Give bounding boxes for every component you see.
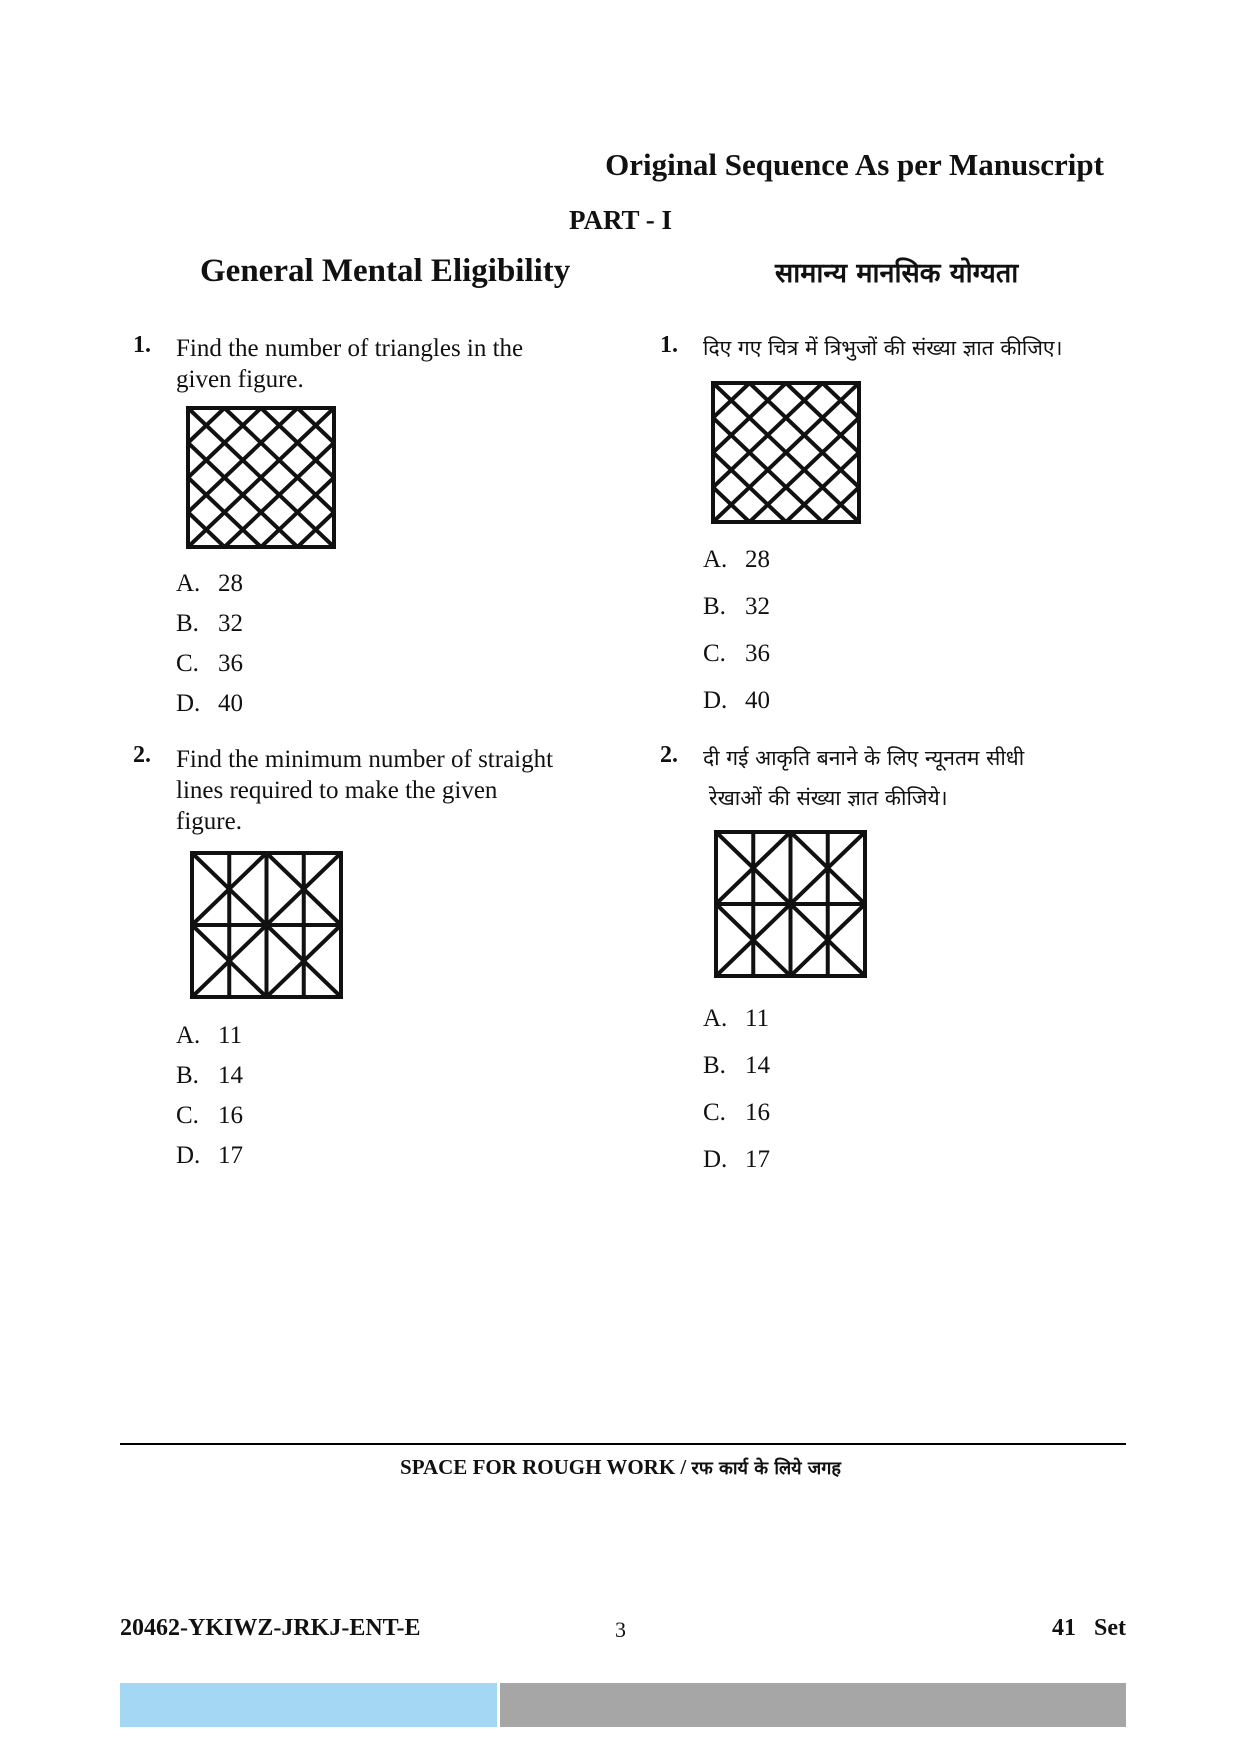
option-label: A.	[703, 1005, 728, 1032]
option-value: 36	[745, 640, 770, 667]
option-b[interactable]	[176, 1062, 243, 1102]
question-text-line: रेखाओं की संख्या ज्ञात कीजिये।	[709, 786, 948, 810]
question-text	[176, 744, 553, 837]
option-b[interactable]	[703, 593, 770, 640]
question-number: 2.	[660, 742, 678, 768]
question-number: 2.	[133, 742, 151, 768]
option-value: 14	[218, 1062, 243, 1089]
set-label: 41 Set	[1052, 1615, 1126, 1641]
option-value: 17	[745, 1146, 770, 1173]
option-c[interactable]	[176, 1102, 243, 1142]
options-list	[176, 1022, 243, 1182]
option-d[interactable]	[703, 1146, 770, 1193]
diamond-grid-figure	[186, 406, 336, 549]
option-value: 14	[745, 1052, 770, 1079]
option-value: 40	[745, 687, 770, 714]
option-label: D.	[176, 1142, 201, 1169]
footer-bar-grey	[500, 1683, 1126, 1727]
question-text-line: दी गई आकृति बनाने के लिए न्यूनतम सीधी	[703, 746, 1025, 770]
option-label: D.	[176, 690, 201, 717]
document-title: Original Sequence As per Manuscript	[605, 147, 1104, 182]
option-label: D.	[703, 1146, 728, 1173]
option-label: B.	[703, 593, 726, 620]
option-label: B.	[176, 610, 199, 637]
option-label: A.	[176, 1022, 201, 1049]
question-number: 1.	[660, 332, 678, 358]
option-a[interactable]	[703, 546, 770, 593]
section-title-en: General Mental Eligibility	[200, 253, 571, 289]
option-value: 36	[218, 650, 243, 677]
option-value: 16	[218, 1102, 243, 1129]
option-label: B.	[703, 1052, 726, 1079]
option-label: C.	[176, 650, 199, 677]
star-grid-figure	[714, 830, 867, 978]
option-value: 16	[745, 1099, 770, 1126]
option-d[interactable]	[176, 690, 243, 730]
options-list	[176, 570, 243, 730]
option-a[interactable]	[176, 1022, 243, 1062]
option-label: C.	[703, 1099, 726, 1126]
paper-code: 20462-YKIWZ-JRKJ-ENT-E	[120, 1615, 421, 1641]
option-b[interactable]	[176, 610, 243, 650]
option-c[interactable]	[176, 650, 243, 690]
star-grid-figure	[190, 851, 343, 999]
option-label: A.	[176, 570, 201, 597]
question-number: 1.	[133, 332, 151, 358]
option-value: 40	[218, 690, 243, 717]
question-text-line: Find the minimum number of straight	[176, 746, 554, 773]
option-d[interactable]	[703, 687, 770, 734]
option-value: 32	[218, 610, 243, 637]
option-value: 32	[745, 593, 770, 620]
question-text-line: given figure.	[176, 366, 304, 393]
section-title-hi: सामान्य मानसिक योग्यता	[775, 258, 1019, 289]
option-label: C.	[176, 1102, 199, 1129]
option-c[interactable]	[703, 1099, 770, 1146]
option-label: D.	[703, 687, 728, 714]
option-b[interactable]	[703, 1052, 770, 1099]
rough-work-label-en: SPACE FOR ROUGH WORK /	[400, 1455, 692, 1479]
part-heading: PART - I	[568, 205, 673, 235]
rough-work-label	[0, 1455, 1241, 1480]
question-text-line: Find the number of triangles in the	[176, 335, 524, 362]
question-text	[703, 738, 1024, 818]
diamond-grid-figure	[711, 381, 861, 524]
options-list	[703, 546, 770, 734]
option-value: 17	[218, 1142, 243, 1169]
page-number: 3	[615, 1617, 626, 1642]
question-text-line: दिए गए चित्र में त्रिभुजों की संख्या ज्ञात कीजिए।	[703, 336, 1063, 360]
question-text	[176, 333, 523, 395]
option-value: 28	[745, 546, 770, 573]
option-c[interactable]	[703, 640, 770, 687]
option-label: B.	[176, 1062, 199, 1089]
options-list	[703, 1005, 770, 1193]
option-label: C.	[703, 640, 726, 667]
option-value: 28	[218, 570, 243, 597]
divider	[120, 1443, 1126, 1445]
option-value: 11	[218, 1022, 243, 1049]
option-a[interactable]	[176, 570, 243, 610]
option-label: A.	[703, 546, 728, 573]
option-value: 11	[745, 1005, 770, 1032]
question-text	[703, 328, 1062, 368]
question-text-line: lines required to make the given	[176, 777, 498, 804]
option-d[interactable]	[176, 1142, 243, 1182]
footer-bar-blue	[120, 1683, 497, 1727]
option-a[interactable]	[703, 1005, 770, 1052]
question-text-line: figure.	[176, 808, 242, 835]
rough-work-label-hi: रफ कार्य के लिये जगह	[691, 1458, 841, 1479]
